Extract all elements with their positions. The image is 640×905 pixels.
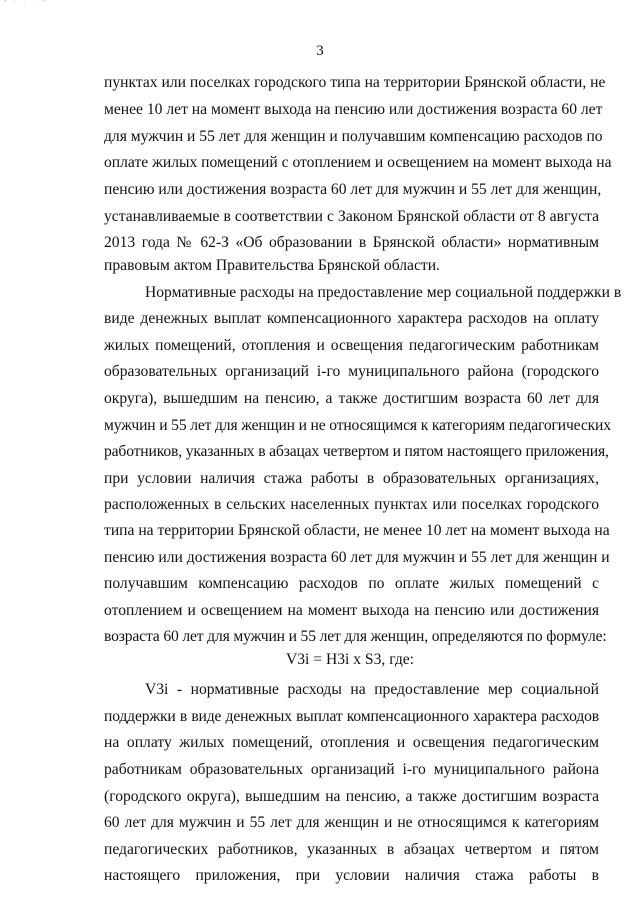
text-line: мужчин и 55 лет для женщин и не относящимся к категориям педагогических bbox=[104, 417, 611, 434]
text-line: работникам образовательных организаций i-го муниципального района bbox=[104, 761, 599, 778]
text-line: работников, указанных в абзацах четвертом и пятом настоящего приложения, bbox=[104, 443, 609, 460]
text-line: оплате жилых помещений с отоплением и освещением на момент выхода на bbox=[104, 154, 612, 171]
text-line: поддержки в виде денежных выплат компенсационного характера расходов bbox=[104, 708, 599, 725]
text-line: отоплением и освещением на момент выхода на пенсию или достижения bbox=[104, 602, 599, 619]
text-line: на оплату жилых помещений, отопления и освещения педагогическим bbox=[104, 734, 599, 751]
text-line: типа на территории Брянской области, не менее 10 лет на момент выхода на bbox=[104, 522, 610, 539]
text-line: настоящего приложения, при условии наличия стажа работы в bbox=[104, 867, 599, 884]
scan-artifact: ~ · . · ~ bbox=[4, 0, 49, 5]
text-line: правовым актом Правительства Брянской области. bbox=[104, 257, 440, 274]
text-line: менее 10 лет на момент выхода на пенсию или достижения возраста 60 лет bbox=[104, 101, 603, 118]
text-line: 60 лет для мужчин и 55 лет для женщин и не относящимся к категориям bbox=[104, 814, 599, 831]
text-line: образовательных организаций i-го муниципального района (городского bbox=[104, 363, 599, 380]
text-line: расположенных в сельских населенных пунктах или поселках городского bbox=[104, 496, 599, 513]
paragraph-first-line: V3i - нормативные расходы на предоставление мер социальной bbox=[145, 681, 599, 698]
paragraph-first-line: Нормативные расходы на предоставление мер социальной поддержки в bbox=[145, 284, 622, 301]
formula: V3i = Н3i x S3, где: bbox=[285, 651, 415, 668]
page-number: 3 bbox=[316, 43, 324, 59]
text-line: педагогических работников, указанных в абзацах четвертом и пятом bbox=[104, 841, 599, 858]
text-line: получавшим компенсацию расходов по оплате жилых помещений с bbox=[104, 575, 599, 592]
text-line: устанавливаемые в соответствии с Законом Брянской области от 8 августа bbox=[104, 208, 599, 225]
text-line: пенсию или достижения возраста 60 лет для мужчин и 55 лет для женщин и bbox=[104, 549, 610, 566]
text-line: округа), вышедшим на пенсию, а также достигшим возраста 60 лет для bbox=[104, 390, 599, 407]
text-line: пенсию или достижения возраста 60 лет для мужчин и 55 лет для женщин, bbox=[104, 181, 602, 198]
text-line: пунктах или поселках городского типа на территории Брянской области, не bbox=[104, 74, 606, 91]
text-line: возраста 60 лет для мужчин и 55 лет для женщин, определяются по формуле: bbox=[104, 628, 607, 645]
text-line: при условии наличия стажа работы в образовательных организациях, bbox=[104, 470, 599, 487]
text-line: жилых помещений, отопления и освещения педагогическим работникам bbox=[104, 337, 599, 354]
text-line: (городского округа), вышедшим на пенсию, а также достигшим возраста bbox=[104, 788, 599, 805]
text-line: 2013 года № 62-З «Об образовании в Брянской области» нормативным bbox=[104, 234, 599, 251]
text-line: виде денежных выплат компенсационного характера расходов на оплату bbox=[104, 310, 599, 327]
text-line: для мужчин и 55 лет для женщин и получавшим компенсацию расходов по bbox=[104, 128, 603, 145]
